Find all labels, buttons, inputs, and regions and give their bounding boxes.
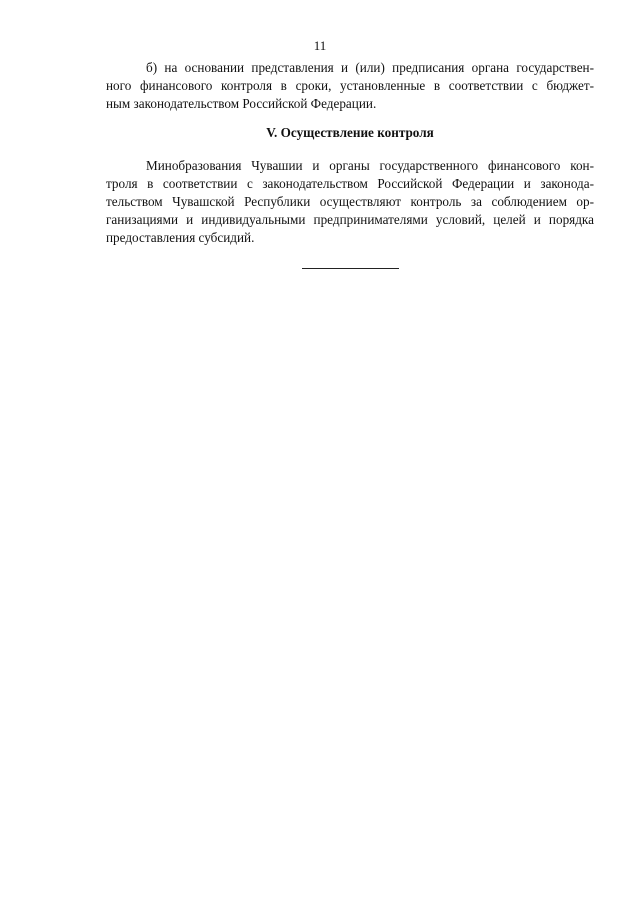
paragraph-b-line: б) на основании представления и (или) предписания органа государствен-	[146, 60, 594, 75]
paragraph-control-line: Минобразования Чувашии и органы государственного финансового кон-	[146, 158, 594, 173]
paragraph-b-line: ного финансового контроля в сроки, установленные в соответствии с бюджет-	[106, 78, 594, 93]
paragraph-control-line: предоставления субсидий.	[106, 230, 255, 245]
paragraph-b-line: ным законодательством Российской Федерации.	[106, 96, 377, 111]
paragraph-b	[106, 59, 594, 113]
paragraph-control-line: троля в соответствии с законодательством Российской Федерации и законода-	[106, 176, 594, 191]
paragraph-control-line: тельством Чувашской Республики осуществляют контроль за соблюдением ор-	[106, 194, 594, 209]
end-of-document-rule	[302, 268, 399, 269]
page-number: 11	[313, 38, 327, 53]
section-heading: V. Осуществление контроля	[266, 125, 434, 140]
paragraph-control	[106, 157, 594, 247]
paragraph-control-line: ганизациями и индивидуальными предпринимателями условий, целей и порядка	[106, 212, 594, 227]
